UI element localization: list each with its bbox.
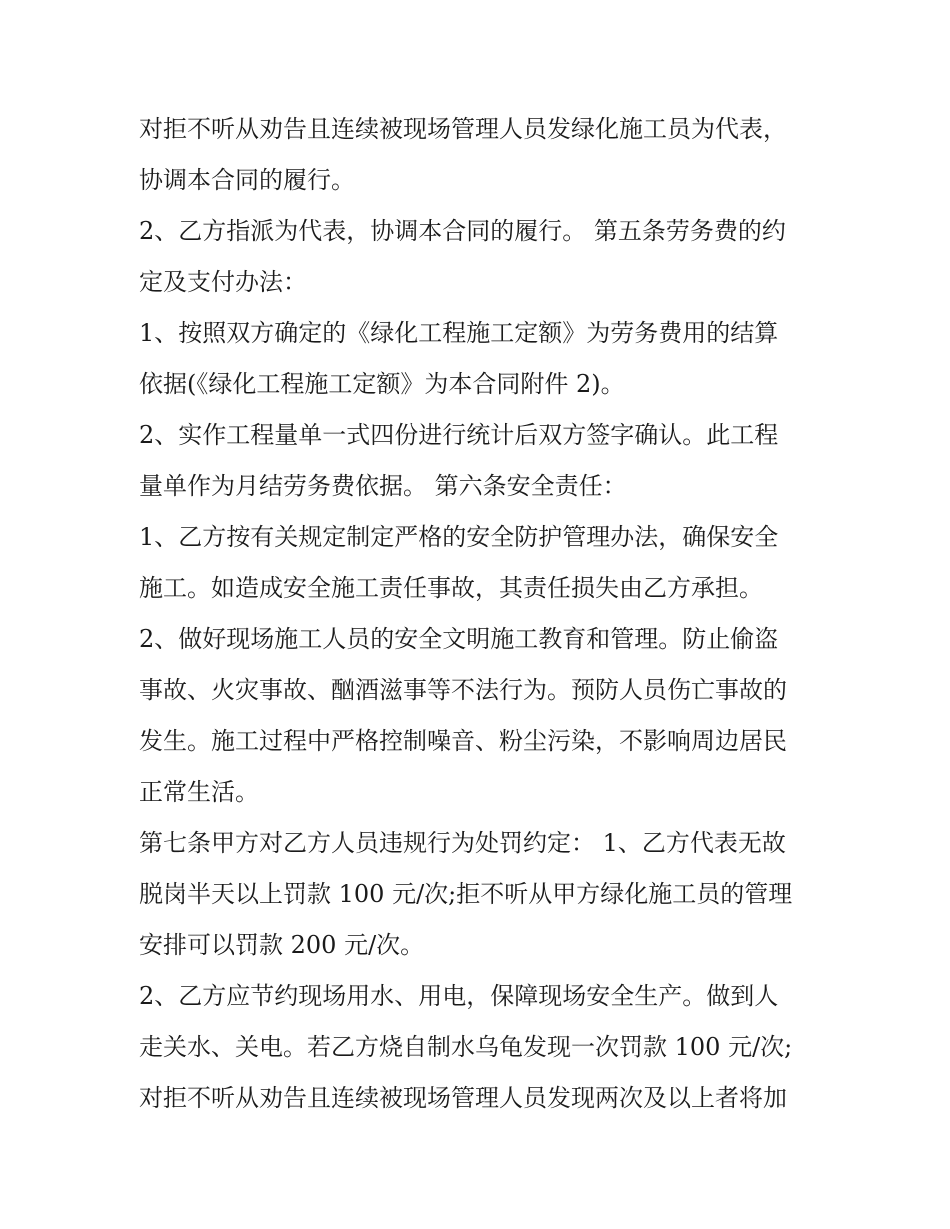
text-line-7: 2、实作工程量单一式四份进行统计后双方签字确认。此工程	[139, 421, 779, 449]
text-line-20: 对拒不听从劝告且连续被现场管理人员发现两次及以上者将加	[139, 1084, 787, 1112]
text-line-12: 事故、火灾事故、酗酒滋事等不法行为。预防人员伤亡事故的	[139, 676, 787, 704]
text-line-3: 2、乙方指派为代表，协调本合同的履行。 第五条劳务费的约	[139, 217, 786, 245]
text-line-8: 量单作为月结劳务费依据。 第六条安全责任：	[139, 472, 627, 500]
text-line-13: 发生。施工过程中严格控制噪音、粉尘污染，不影响周边居民	[139, 727, 787, 755]
text-line-17: 安排可以罚款 200 元/次。	[139, 931, 425, 959]
text-line-1: 对拒不听从劝告且连续被现场管理人员发绿化施工员为代表，	[139, 115, 787, 143]
document-body	[139, 104, 819, 1124]
text-line-10: 施工。如造成安全施工责任事故，其责任损失由乙方承担。	[139, 574, 763, 602]
text-line-19: 走关水、关电。若乙方烧自制水乌龟发现一次罚款 100 元/次;	[139, 1033, 793, 1061]
text-line-15: 第七条甲方对乙方人员违规行为处罚约定： 1、乙方代表无故	[139, 829, 786, 857]
text-line-18: 2、乙方应节约现场用水、用电，保障现场安全生产。做到人	[139, 982, 779, 1010]
text-line-4: 定及支付办法：	[139, 268, 307, 296]
text-line-6: 依据(《绿化工程施工定额》为本合同附件 2)。	[139, 370, 625, 398]
text-line-5: 1、按照双方确定的《绿化工程施工定额》为劳务费用的结算	[139, 319, 779, 347]
text-line-2: 协调本合同的履行。	[139, 166, 355, 194]
text-line-16: 脱岗半天以上罚款 100 元/次;拒不听从甲方绿化施工员的管理	[139, 880, 793, 908]
text-line-11: 2、做好现场施工人员的安全文明施工教育和管理。防止偷盗	[139, 625, 779, 653]
text-line-9: 1、乙方按有关规定制定严格的安全防护管理办法，确保安全	[139, 523, 779, 551]
text-line-14: 正常生活。	[139, 778, 259, 806]
